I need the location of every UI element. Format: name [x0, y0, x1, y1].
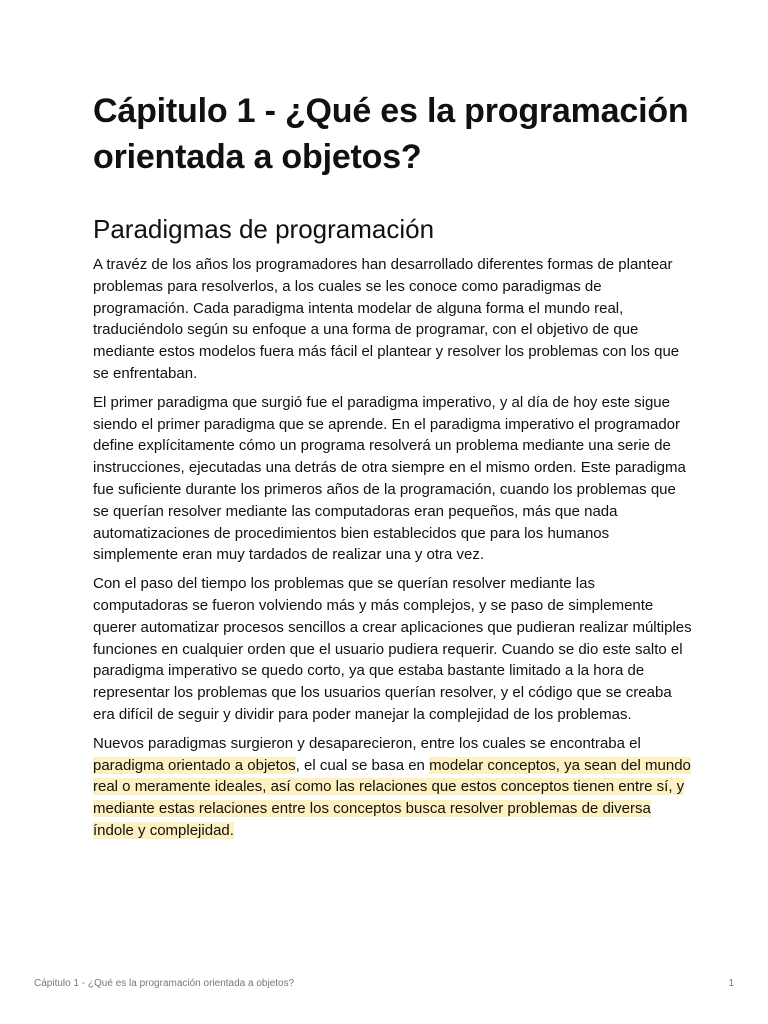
paragraph-4	[93, 733, 693, 842]
footer-page-number: 1	[728, 978, 734, 989]
paragraph-4-text-1: Nuevos paradigmas surgieron y desaparecieron, entre los cuales se encontraba el	[93, 734, 641, 752]
highlight-modelar-conceptos: modelar conceptos, ya sean del mundo real o meramente ideales, así como las relaciones que estos conceptos tienen entre sí, y mediante estas relaciones entre los conceptos busca resolver problemas de diversa índole y complejidad.	[93, 756, 691, 839]
paragraph-2: El primer paradigma que surgió fue el paradigma imperativo, y al día de hoy este sigue siendo el primer paradigma que se aprende. En el paradigma imperativo el programador define explícitamente cómo un programa resolverá un problema mediante una serie de instrucciones, ejecutadas una detrás de otra siempre en el mismo orden. Este paradigma fue suficiente durante los primeros años de la programación, cuando los problemas que se querían resolver mediante las computadoras eran pequeños, más que nada automatizaciones de procedimientos bien establecidos que para los humanos simplemente eran muy tardados de realizar una y otra vez.	[93, 393, 686, 564]
highlight-paradigma-oo: paradigma orientado a objetos	[93, 756, 296, 774]
footer-running-title: Cápitulo 1 - ¿Qué es la programación orientada a objetos?	[34, 978, 295, 989]
paragraph-1: A travéz de los años los programadores han desarrollado diferentes formas de plantear problemas para resolverlos, a los cuales se les conoce como paradigmas de programación. Cada paradigma intenta modelar de alguna forma el mundo real, traduciéndolo según su enfoque a una forma de programar, con el objetivo de que mediante estos modelos fuera más fácil el plantear y resolver los problemas con los que se enfrentaban.	[93, 256, 680, 382]
document-page	[93, 88, 693, 849]
paragraph-3: Con el paso del tiempo los problemas que se querían resolver mediante las computadoras se fueron volviendo más y más complejos, y se paso de simplemente querer automatizar procesos sencillos a crear aplicaciones que pudieran realizar múltiples funciones en cualquier orden que el usuario pudiera requerir. Cuando se dio este salto el paradigma imperativo se quedo corto, ya que estaba bastante limitado a la hora de representar los problemas que los usuarios querían resolver, y el código que se creaba era difícil de seguir y dividir para poder manejar la complejidad de los problemas.	[93, 575, 692, 723]
chapter-title: Cápitulo 1 - ¿Qué es la programación orientada a objetos?	[93, 92, 689, 176]
paragraph-4-text-2: , el cual se basa en	[295, 756, 430, 774]
section-title: Paradigmas de programación	[93, 214, 435, 244]
